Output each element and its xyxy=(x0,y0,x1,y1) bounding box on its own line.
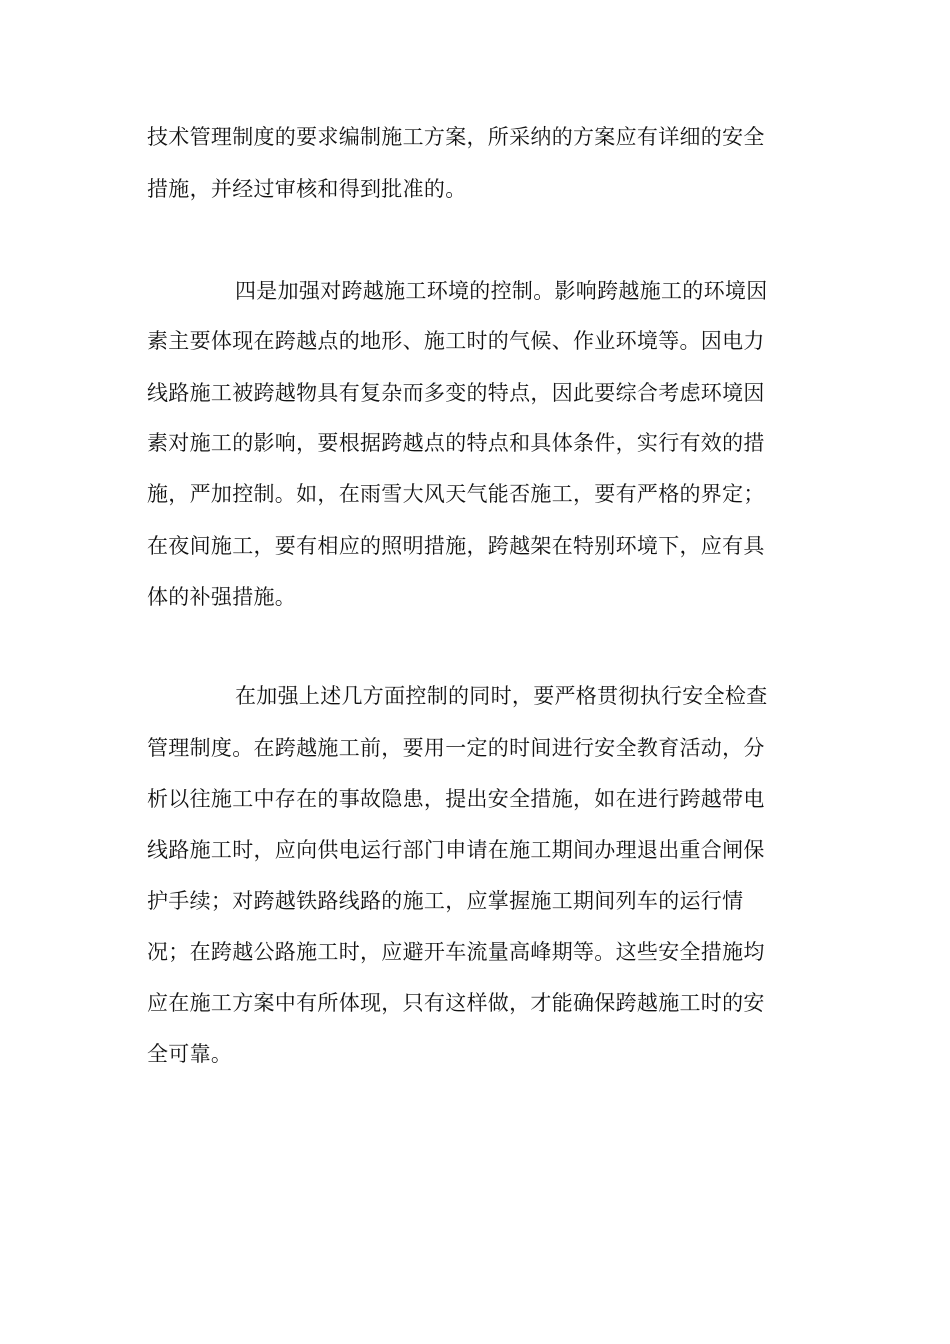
paragraph-line: 施，严加控制。如，在雨雪大风天气能否施工，要有严格的界定； xyxy=(147,482,765,506)
paragraph-line: 析以往施工中存在的事故隐患，提出安全措施，如在进行跨越带电 xyxy=(147,787,765,811)
paragraph-line: 体的补强措施。 xyxy=(147,585,297,609)
paragraph-line: 况；在跨越公路施工时，应避开车流量高峰期等。这些安全措施均 xyxy=(147,940,765,964)
paragraph-line: 措施，并经过审核和得到批准的。 xyxy=(147,177,467,201)
paragraph-line: 全可靠。 xyxy=(147,1042,233,1066)
paragraph-line: 应在施工方案中有所体现，只有这样做，才能确保跨越施工时的安 xyxy=(147,991,765,1015)
paragraph-line: 在夜间施工，要有相应的照明措施，跨越架在特别环境下，应有具 xyxy=(147,534,765,558)
paragraph-line: 四是加强对跨越施工环境的控制。影响跨越施工的环境因 xyxy=(235,279,768,303)
paragraph-line: 线路施工被跨越物具有复杂而多变的特点，因此要综合考虑环境因 xyxy=(147,381,765,405)
paragraph-line: 素主要体现在跨越点的地形、施工时的气候、作业环境等。因电力 xyxy=(147,329,765,353)
paragraph-line: 管理制度。在跨越施工前，要用一定的时间进行安全教育活动，分 xyxy=(147,736,765,760)
paragraph-line: 素对施工的影响，要根据跨越点的特点和具体条件，实行有效的措 xyxy=(147,431,765,455)
paragraph-line: 线路施工时，应向供电运行部门申请在施工期间办理退出重合闸保 xyxy=(147,838,765,862)
paragraph-line: 技术管理制度的要求编制施工方案，所采纳的方案应有详细的安全 xyxy=(147,125,765,149)
paragraph-line: 护手续；对跨越铁路线路的施工，应掌握施工期间列车的运行情 xyxy=(147,889,744,913)
paragraph-line: 在加强上述几方面控制的同时，要严格贯彻执行安全检查 xyxy=(235,684,768,708)
